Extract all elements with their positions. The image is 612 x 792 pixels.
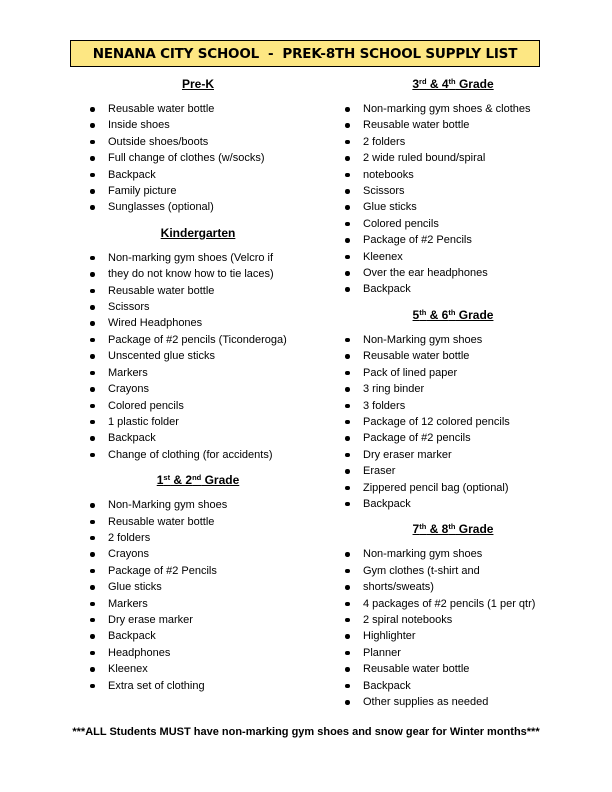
list-item: Package of 12 colored pencils (333, 414, 573, 430)
list-item: Reusable water bottle (333, 348, 573, 364)
list-item: Colored pencils (333, 216, 573, 232)
list-item: Colored pencils (78, 398, 318, 414)
supply-list (333, 332, 573, 512)
list-item: Change of clothing (for accidents) (78, 447, 318, 463)
list-item: shorts/sweats) (333, 579, 573, 595)
supply-list (333, 101, 573, 298)
list-item: 3 ring binder (333, 381, 573, 397)
section-kindergarten (78, 225, 318, 463)
list-item: Crayons (78, 546, 318, 562)
list-item: Highlighter (333, 628, 573, 644)
section-grade-5-6 (333, 307, 573, 512)
list-item: Backpack (333, 678, 573, 694)
list-item: Dry eraser marker (333, 447, 573, 463)
section-grade-1-2 (78, 472, 318, 694)
supply-list (78, 250, 318, 463)
list-item: Pack of lined paper (333, 365, 573, 381)
list-item: they do not know how to tie laces) (78, 266, 318, 282)
list-item: Sunglasses (optional) (78, 199, 318, 215)
list-item: 2 folders (78, 530, 318, 546)
list-item: Inside shoes (78, 117, 318, 133)
list-item: Glue sticks (78, 579, 318, 595)
list-item: Package of #2 Pencils (78, 563, 318, 579)
list-item: Other supplies as needed (333, 694, 573, 710)
list-item: Scissors (333, 183, 573, 199)
list-item: Markers (78, 596, 318, 612)
list-item: notebooks (333, 167, 573, 183)
section-heading: 7th & 8th Grade (412, 522, 494, 537)
supply-list (333, 546, 573, 710)
list-item: 1 plastic folder (78, 414, 318, 430)
list-item: 2 spiral notebooks (333, 612, 573, 628)
footer-note: ***ALL Students MUST have non-marking gym shoes and snow gear for Winter months*** (72, 726, 540, 738)
list-item: Headphones (78, 645, 318, 661)
page-title: NENANA CITY SCHOOL - PREK-8TH SCHOOL SUPPLY LIST (70, 40, 540, 67)
list-item: Non-marking gym shoes (333, 546, 573, 562)
section-heading: 5th & 6th Grade (412, 307, 494, 322)
list-item: Package of #2 Pencils (333, 232, 573, 248)
list-item: Backpack (78, 430, 318, 446)
list-item: Gym clothes (t-shirt and (333, 563, 573, 579)
supply-list (78, 497, 318, 694)
section-heading: Pre-K (181, 77, 214, 91)
list-item: Wired Headphones (78, 315, 318, 331)
section-grade-7-8 (333, 521, 573, 710)
list-item: 3 folders (333, 398, 573, 414)
list-item: Reusable water bottle (78, 514, 318, 530)
list-item: Kleenex (78, 661, 318, 677)
section-heading: Kindergarten (160, 225, 236, 240)
list-item: Over the ear headphones (333, 265, 573, 281)
list-item: 2 folders (333, 134, 573, 150)
left-column (78, 76, 318, 694)
list-item: Backpack (78, 628, 318, 644)
supply-list (78, 101, 318, 216)
list-item: Reusable water bottle (333, 117, 573, 133)
list-item: 4 packages of #2 pencils (1 per qtr) (333, 596, 573, 612)
list-item: Scissors (78, 299, 318, 315)
list-item: Planner (333, 645, 573, 661)
list-item: Package of #2 pencils (Ticonderoga) (78, 332, 318, 348)
list-item: Non-Marking gym shoes (78, 497, 318, 513)
section-heading: 3rd & 4th Grade (412, 77, 494, 91)
list-item: Outside shoes/boots (78, 134, 318, 150)
right-column (333, 76, 573, 710)
list-item: Full change of clothes (w/socks) (78, 150, 318, 166)
list-item: Family picture (78, 183, 318, 199)
list-item: Reusable water bottle (78, 101, 318, 117)
list-item: Extra set of clothing (78, 678, 318, 694)
list-item: Dry erase marker (78, 612, 318, 628)
list-item: Backpack (333, 496, 573, 512)
list-item: Zippered pencil bag (optional) (333, 480, 573, 496)
list-item: Package of #2 pencils (333, 430, 573, 446)
list-item: Backpack (333, 281, 573, 297)
list-item: Crayons (78, 381, 318, 397)
section-grade-3-4 (333, 76, 573, 298)
list-item: 2 wide ruled bound/spiral (333, 150, 573, 166)
list-item: Kleenex (333, 249, 573, 265)
list-item: Reusable water bottle (78, 283, 318, 299)
list-item: Unscented glue sticks (78, 348, 318, 364)
list-item: Non-Marking gym shoes (333, 332, 573, 348)
section-heading: 1st & 2nd Grade (156, 473, 240, 488)
list-item: Glue sticks (333, 199, 573, 215)
section-prek (78, 76, 318, 216)
list-item: Non-marking gym shoes & clothes (333, 101, 573, 117)
list-item: Markers (78, 365, 318, 381)
list-item: Reusable water bottle (333, 661, 573, 677)
list-item: Eraser (333, 463, 573, 479)
list-item: Non-marking gym shoes (Velcro if (78, 250, 318, 266)
list-item: Backpack (78, 167, 318, 183)
